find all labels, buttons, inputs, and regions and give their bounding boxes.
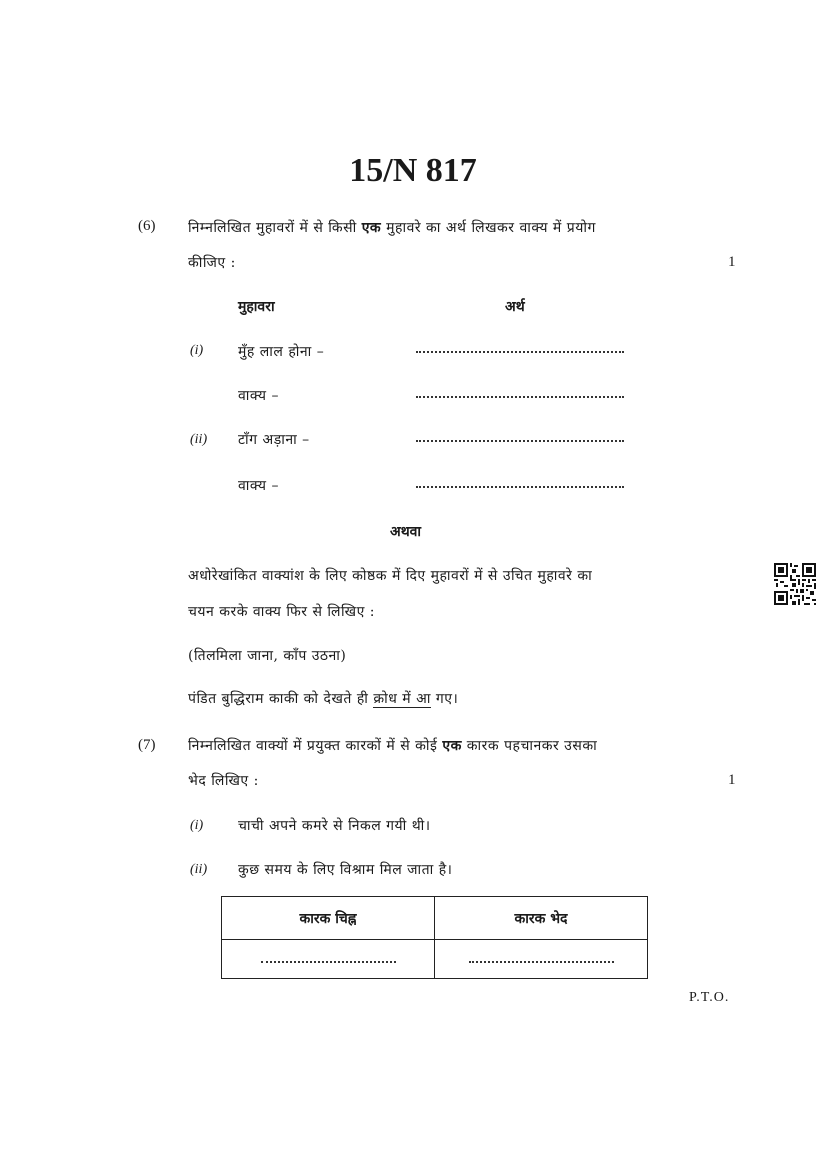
table-header-karak-bhed: कारक भेद [435,897,648,940]
question-7-line-1 [188,736,597,755]
answer-blank-2 [469,961,614,963]
table-header-karak-chihn: कारक चिह्न [222,897,435,940]
rewrite-sentence [188,689,458,708]
question-7-line-1-end: कारक पहचानकर उसका [461,738,598,754]
idiom-2-number: (ii) [190,432,208,447]
sentence-2-text: कुछ समय के लिए विश्राम मिल जाता है। [238,862,453,878]
question-7-emphasis: एक [442,738,462,754]
rewrite-sentence-end: गए। [430,691,459,707]
underlined-phrase: क्रोध में आ [373,691,431,707]
sentence-1-number: (i) [190,818,204,833]
or-divider: अथवा [390,524,422,540]
idiom-1-sentence-label: वाक्य – [238,388,279,404]
question-7-number: (7) [138,737,156,753]
idiom-1-sentence-blank [416,396,624,398]
table-answer-row [222,940,648,979]
table-header-row [222,897,648,940]
idiom-1-meaning-blank [416,351,624,353]
answer-cell-karak-bhed [435,940,648,979]
idiom-2-meaning-blank [416,440,624,442]
sentence-1-text: चाची अपने कमरे से निकल गयी थी। [238,818,431,834]
page-turn-note: P.T.O. [689,990,730,1005]
karak-answer-table [221,896,648,979]
question-6-line-2: कीजिए : [188,255,236,271]
question-6-line-1-start: निम्नलिखित मुहावरों में से किसी [188,220,362,236]
question-6-line-1-end: मुहावरे का अर्थ लिखकर वाक्य में प्रयोग [381,220,596,236]
question-7-marks: 1 [728,772,736,788]
question-7-line-2: भेद लिखिए : [188,773,259,789]
alternative-line-2: चयन करके वाक्य फिर से लिखिए : [188,604,375,620]
sentence-2-number: (ii) [190,862,208,877]
question-6-emphasis: एक [361,220,382,236]
idiom-2-sentence-label: वाक्य – [238,478,279,494]
question-6-number: (6) [138,218,156,234]
idiom-1-text: मुँह लाल होना – [238,344,325,360]
answer-blank-1 [261,961,396,963]
column-heading-meaning: अर्थ [505,299,525,315]
question-6-marks: 1 [728,254,736,270]
qr-code [774,563,816,605]
alternative-line-1: अधोरेखांकित वाक्यांश के लिए कोष्ठक में दिए मुहावरों में से उचित मुहावरे का [188,568,593,584]
paper-code: 15/N 817 [349,152,477,189]
question-6-line-1 [188,218,596,237]
column-heading-idiom: मुहावरा [238,299,275,315]
idiom-2-sentence-blank [416,486,624,488]
idiom-2-text: टाँग अड़ाना – [238,432,310,448]
answer-cell-karak-chihn [222,940,435,979]
idiom-1-number: (i) [190,343,204,358]
question-7-line-1-start: निम्नलिखित वाक्यों में प्रयुक्त कारकों में से कोई [188,738,443,754]
idiom-options: (तिलमिला जाना, काँप उठना) [188,648,347,664]
rewrite-sentence-start: पंडित बुद्धिराम काकी को देखते ही [188,691,374,707]
